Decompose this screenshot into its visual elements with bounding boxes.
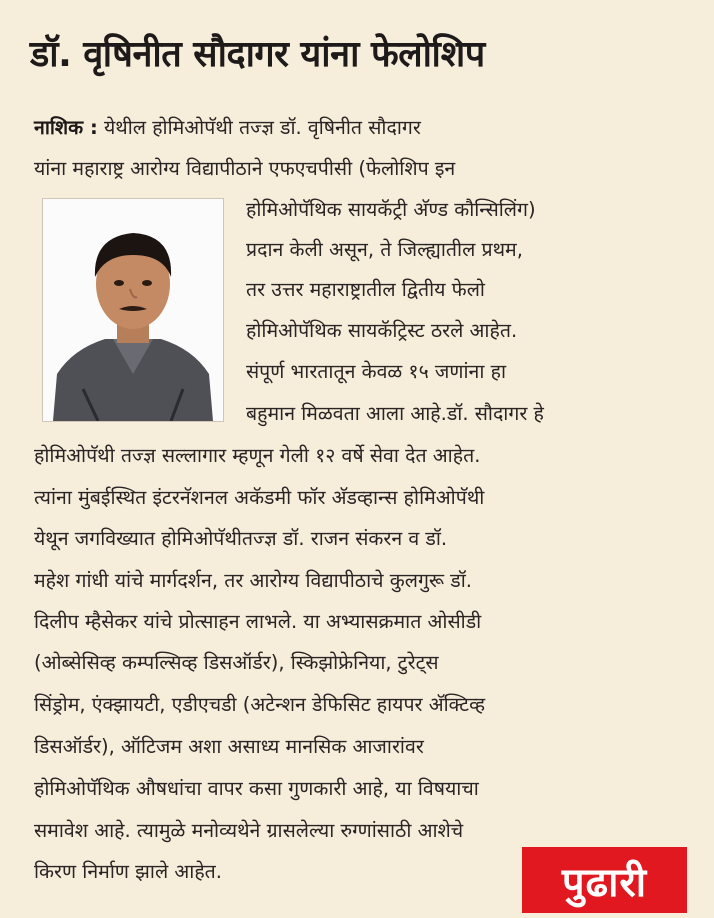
- article-line: प्रदान केली असून, ते जिल्ह्यातील प्रथम,: [246, 238, 523, 261]
- article-text: येथील होमिओपॅथी तज्ज्ञ डॉ. वृषिनीत सौदागर: [103, 116, 421, 139]
- article-line: त्यांना मुंबईस्थित इंटरनॅशनल अकॅडमी फॉर अ‍ॅडव्हान्स होमिओपॅथी: [34, 486, 485, 509]
- article-line: संपूर्ण भारतातून केवळ १५ जणांना हा: [246, 360, 507, 383]
- article-line: (ओब्सेसिव्ह कम्पल्सिव्ह डिसऑर्डर), स्किझोफ्रेनिया, टुरेट्स: [34, 651, 439, 674]
- article-line: येथून जगविख्यात होमिओपॅथीतज्ज्ञ डॉ. राजन संकरन व डॉ.: [34, 527, 448, 550]
- article-line: समावेश आहे. त्यामुळे मनोव्यथेने ग्रासलेल्या रुग्णांसाठी आशेचे: [34, 819, 464, 842]
- headline: डॉ. वृषिनीत सौदागर यांना फेलोशिप: [30, 34, 485, 75]
- article-line: महेश गांधी यांचे मार्गदर्शन, तर आरोग्य विद्यापीठाचे कुलगुरू डॉ.: [34, 569, 472, 592]
- article-line: बहुमान मिळवता आला आहे.डॉ. सौदागर हे: [246, 402, 544, 425]
- article-line: होमिओपॅथिक औषधांचा वापर कसा गुणकारी आहे, या विषयाचा: [34, 777, 479, 800]
- article-line: होमिओपॅथिक सायकॅट्री अ‍ॅण्ड कौन्सिलिंग): [246, 198, 536, 221]
- portrait-photo-icon: [43, 199, 223, 421]
- article-line: [34, 118, 421, 138]
- article-line: डिसऑर्डर), ऑटिजम अशा असाध्य मानसिक आजारांवर: [34, 735, 424, 758]
- article-line: यांना महाराष्ट्र आरोग्य विद्यापीठाने एफएचपीसी (फेलोशिप इन: [34, 157, 456, 180]
- author-photo: [42, 198, 224, 422]
- newspaper-logo: पुढारी: [522, 847, 687, 913]
- article-line: सिंड्रोम, एंक्झायटी, एडीएचडी (अटेन्शन डेफिसिट हायपर अ‍ॅक्टिव्ह: [34, 693, 486, 716]
- article-line: किरण निर्माण झाले आहेत.: [34, 860, 222, 883]
- article-line: दिलीप म्हैसेकर यांचे प्रोत्साहन लाभले. या अभ्यासक्रमात ओसीडी: [34, 610, 482, 633]
- article-line: होमिओपॅथिक सायकॅट्रिस्ट ठरले आहेत.: [246, 319, 518, 342]
- article-line: तर उत्तर महाराष्ट्रातील द्वितीय फेलो: [246, 278, 485, 301]
- dateline: नाशिक :: [34, 116, 98, 139]
- article-line: होमिओपॅथी तज्ज्ञ सल्लागार म्हणून गेली १२ वर्षे सेवा देत आहेत.: [34, 444, 481, 467]
